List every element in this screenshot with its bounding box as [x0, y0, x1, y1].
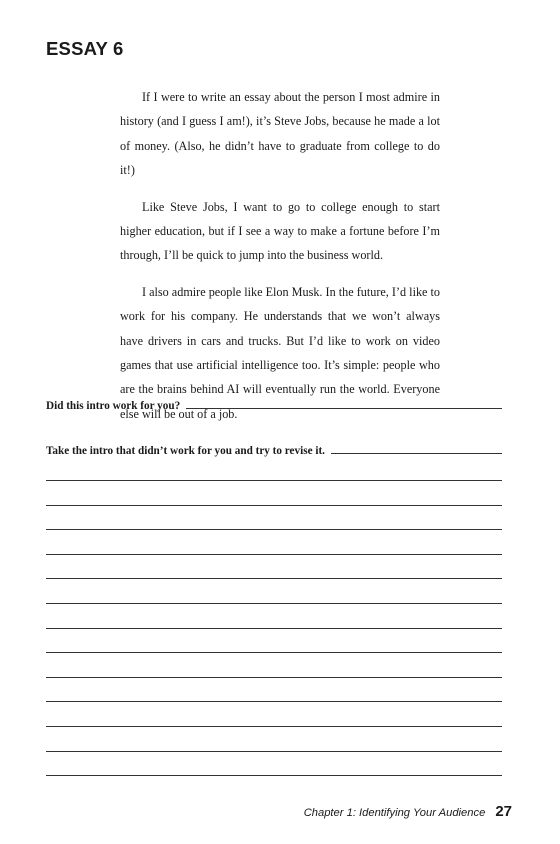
writing-line[interactable] — [46, 775, 502, 776]
writing-line[interactable] — [46, 677, 502, 678]
essay-paragraph-2: Like Steve Jobs, I want to go to college enough to start higher education, but if I see a way to make a fortune before I’m through, I’ll be quick to jump into the business world. — [120, 199, 440, 263]
essay-heading: ESSAY 6 — [46, 38, 124, 59]
writing-line[interactable] — [46, 628, 502, 629]
question-2-answer-line[interactable] — [331, 452, 502, 454]
question-1 — [46, 400, 502, 412]
writing-line[interactable] — [46, 505, 502, 506]
writing-line[interactable] — [46, 701, 502, 702]
question-2-label: Take the intro that didn’t work for you and try to revise it. — [46, 445, 325, 457]
essay-paragraph-3: I also admire people like Elon Musk. In the future, I’d like to work for his company. He understands that we won’t always have drivers in cars and trucks. But I’d like to work on video games that use artificial intelligence too. It’s simple: people who are the brains behind AI will eventually run the world. Everyone else will be out of a job. — [120, 284, 440, 421]
chapter-title: Chapter 1: Identifying Your Audience — [303, 807, 486, 819]
writing-line[interactable] — [46, 603, 502, 604]
writing-line[interactable] — [46, 554, 502, 555]
essay-body — [120, 85, 440, 438]
writing-line[interactable] — [46, 480, 502, 481]
page-footer — [304, 803, 512, 820]
writing-line[interactable] — [46, 578, 502, 579]
question-1-label: Did this intro work for you? — [46, 400, 181, 412]
essay-paragraph-1: If I were to write an essay about the person I most admire in history (and I guess I am!), it’s Steve Jobs, because he made a lot of money. (Also, he didn’t have to graduate from college to do it!) — [120, 90, 440, 178]
page-number: 27 — [495, 803, 512, 820]
writing-line[interactable] — [46, 529, 502, 530]
question-2 — [46, 445, 502, 457]
writing-line[interactable] — [46, 726, 502, 727]
writing-line[interactable] — [46, 751, 502, 752]
writing-line[interactable] — [46, 652, 502, 653]
question-1-answer-line[interactable] — [186, 407, 502, 409]
